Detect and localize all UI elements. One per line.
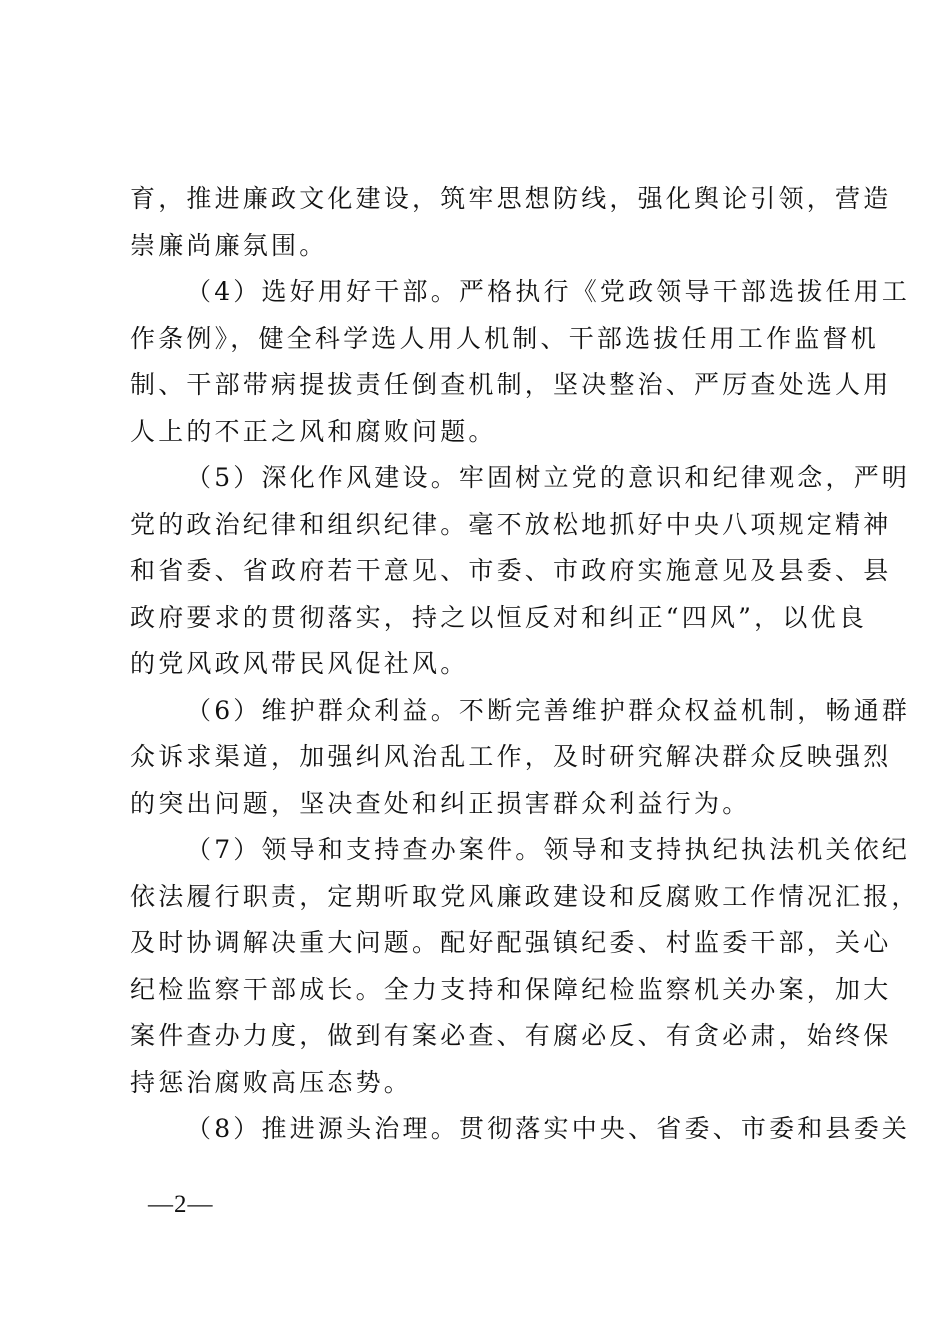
text-line: 的党风政风带民风促社风。 — [130, 649, 469, 678]
text-line: 众诉求渠道，加强纠风治乱工作，及时研究解决群众反映强烈 — [130, 742, 892, 771]
paragraph-start-line: （7）领导和支持查办案件。领导和支持执纪执法机关依纪 — [186, 835, 911, 864]
text-line: 制、干部带病提拔责任倒查机制，坚决整治、严厉查处选人用 — [130, 370, 892, 399]
text-line: 党的政治纪律和组织纪律。毫不放松地抓好中央八项规定精神 — [130, 509, 892, 539]
paragraph-start-line: （4）选好用好干部。严格执行《党政领导干部选拔任用工 — [186, 277, 911, 306]
text-line: 持惩治腐败高压态势。 — [130, 1067, 413, 1097]
paragraph-start-line: （5）深化作风建设。牢固树立党的意识和纪律观念，严明 — [186, 463, 911, 492]
text-line: 案件查办力度，做到有案必查、有腐必反、有贪必肃，始终保 — [130, 1021, 892, 1050]
page-number: —2— — [148, 1191, 214, 1218]
text-line: 和省委、省政府若干意见、市委、市政府实施意见及县委、县 — [130, 556, 892, 585]
body-text — [130, 176, 920, 1153]
text-line: 政府要求的贯彻落实，持之以恒反对和纠正“四风”，以优良 — [130, 602, 867, 632]
text-line: 纪检监察干部成长。全力支持和保障纪检监察机关办案，加大 — [130, 974, 892, 1004]
text-line: 人上的不正之风和腐败问题。 — [130, 416, 497, 446]
text-line: 及时协调解决重大问题。配好配强镇纪委、村监委干部，关心 — [130, 928, 892, 957]
text-line: 崇廉尚廉氛围。 — [130, 230, 328, 260]
text-line: 依法履行职责，定期听取党风廉政建设和反腐败工作情况汇报， — [130, 881, 920, 911]
paragraph-start-line: （8）推进源头治理。贯彻落实中央、省委、市委和县委关 — [186, 1114, 911, 1143]
text-line: 育，推进廉政文化建设，筑牢思想防线，强化舆论引领，营造 — [130, 184, 892, 213]
text-line: 作条例》，健全科学选人用人机制、干部选拔任用工作监督机 — [130, 323, 879, 353]
text-line: 的突出问题，坚决查处和纠正损害群众利益行为。 — [130, 788, 751, 818]
paragraph-start-line: （6）维护群众利益。不断完善维护群众权益机制，畅通群 — [186, 695, 911, 725]
